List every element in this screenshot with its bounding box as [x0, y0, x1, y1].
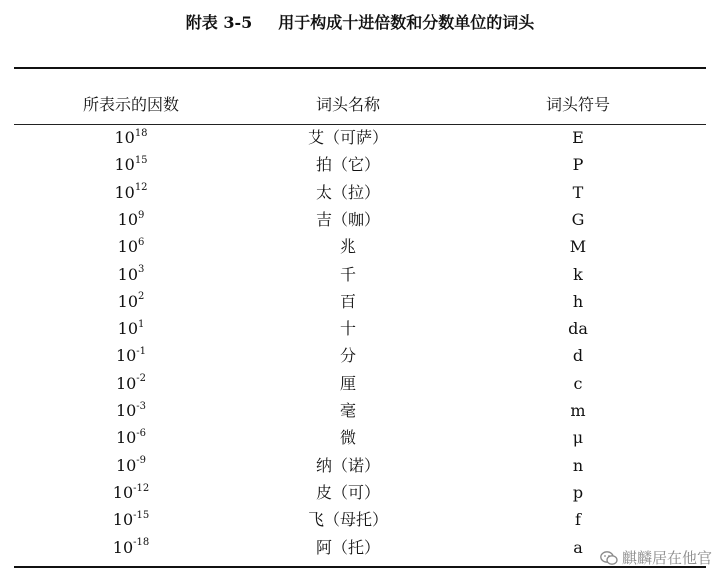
- factor-cell: [116, 457, 146, 475]
- header-factor: 所表示的因数: [82, 95, 180, 114]
- factor-base: 10: [114, 155, 135, 175]
- factor-exponent: 2: [137, 291, 145, 303]
- factor-cell: [118, 293, 145, 311]
- factor-cell: [118, 266, 145, 284]
- caption-label: 附表 3-5: [185, 13, 253, 32]
- prefix-symbol-cell: E: [572, 128, 584, 147]
- factor-exponent: -6: [136, 427, 147, 439]
- prefix-symbol-cell: m: [570, 401, 586, 420]
- prefix-symbol-cell: h: [572, 291, 584, 311]
- factor-exponent: -9: [136, 455, 147, 467]
- prefix-symbol-cell: M: [569, 237, 587, 257]
- factor-exponent: 3: [137, 264, 145, 276]
- factor-cell: [116, 347, 146, 365]
- factor-base: 10: [117, 319, 138, 339]
- table-header-rule: [14, 124, 706, 125]
- factor-cell: [118, 320, 145, 338]
- factor-exponent: 18: [134, 127, 148, 139]
- factor-exponent: -3: [136, 400, 147, 412]
- factor-base: 10: [115, 346, 137, 366]
- factor-base: 10: [115, 401, 137, 420]
- factor-cell: [113, 484, 149, 502]
- prefix-symbol-cell: p: [572, 482, 584, 502]
- factor-base: 10: [112, 510, 134, 530]
- factor-exponent: -12: [133, 482, 150, 494]
- prefix-symbol-cell: P: [572, 155, 584, 175]
- factor-cell: [118, 211, 145, 229]
- factor-exponent: 9: [137, 209, 145, 221]
- prefix-symbol-cell: n: [572, 455, 584, 475]
- factor-base: 10: [112, 482, 134, 502]
- factor-cell: [116, 375, 146, 393]
- caption-text: 用于构成十进倍数和分数单位的词头: [278, 13, 535, 32]
- prefix-symbol-cell: μ: [572, 428, 584, 448]
- header-prefix-name: 词头名称: [315, 95, 381, 114]
- factor-base: 10: [115, 373, 137, 393]
- watermark-text: 麒麟居在他官: [621, 549, 712, 567]
- factor-cell: [116, 429, 146, 447]
- wechat-icon: [600, 550, 618, 566]
- factor-base: 10: [115, 428, 137, 448]
- table-top-rule: [14, 67, 706, 69]
- watermark: [600, 547, 712, 568]
- prefix-symbol-cell: da: [568, 319, 588, 339]
- prefix-name-cell: 厘: [339, 373, 357, 393]
- prefix-name-cell: 分: [339, 346, 357, 366]
- factor-cell: [114, 129, 147, 147]
- table-caption: [0, 10, 720, 33]
- factor-base: 10: [115, 455, 137, 475]
- prefix-name-cell: 阿（托）: [315, 537, 381, 557]
- factor-cell: [118, 238, 145, 256]
- factor-exponent: -15: [133, 509, 150, 521]
- factor-exponent: 12: [134, 182, 148, 194]
- prefix-symbol-cell: G: [571, 209, 585, 229]
- factor-exponent: 1: [137, 318, 145, 330]
- prefix-name-cell: 微: [339, 428, 357, 448]
- factor-cell: [113, 511, 149, 529]
- header-prefix-symbol: 词头符号: [545, 95, 611, 114]
- prefix-symbol-cell: d: [572, 346, 584, 366]
- prefix-symbol-cell: f: [575, 510, 581, 530]
- prefix-name-cell: 拍（它）: [315, 155, 381, 175]
- prefix-name-cell: 纳（诺）: [315, 455, 381, 475]
- factor-exponent: -2: [136, 373, 147, 385]
- prefix-name-cell: 千: [339, 264, 357, 284]
- prefix-symbol-cell: a: [573, 537, 583, 557]
- prefix-name-cell: 毫: [339, 401, 357, 420]
- factor-cell: [114, 156, 147, 174]
- prefix-name-cell: 吉（咖）: [315, 209, 381, 229]
- prefix-name-cell: 兆: [339, 237, 357, 257]
- prefix-name-cell: 飞（母托）: [307, 510, 389, 530]
- factor-exponent: -18: [133, 537, 150, 549]
- factor-base: 10: [112, 537, 134, 557]
- factor-base: 10: [114, 128, 135, 147]
- factor-exponent: 6: [137, 236, 145, 248]
- factor-cell: [116, 402, 146, 420]
- factor-base: 10: [114, 182, 135, 202]
- factor-base: 10: [117, 237, 138, 257]
- prefix-symbol-cell: c: [573, 373, 583, 393]
- prefix-name-cell: 艾（可萨）: [307, 128, 389, 147]
- factor-base: 10: [117, 209, 138, 229]
- prefix-symbol-cell: T: [572, 182, 584, 202]
- prefix-name-cell: 皮（可）: [315, 482, 381, 502]
- prefix-name-cell: 百: [339, 291, 357, 311]
- factor-exponent: 15: [134, 154, 148, 166]
- factor-cell: [113, 539, 149, 557]
- prefix-symbol-cell: k: [573, 264, 583, 284]
- prefix-name-cell: 太（拉）: [315, 182, 381, 202]
- prefix-name-cell: 十: [339, 319, 357, 339]
- factor-base: 10: [117, 264, 138, 284]
- factor-cell: [114, 184, 147, 202]
- factor-base: 10: [117, 291, 138, 311]
- factor-exponent: -1: [136, 346, 147, 358]
